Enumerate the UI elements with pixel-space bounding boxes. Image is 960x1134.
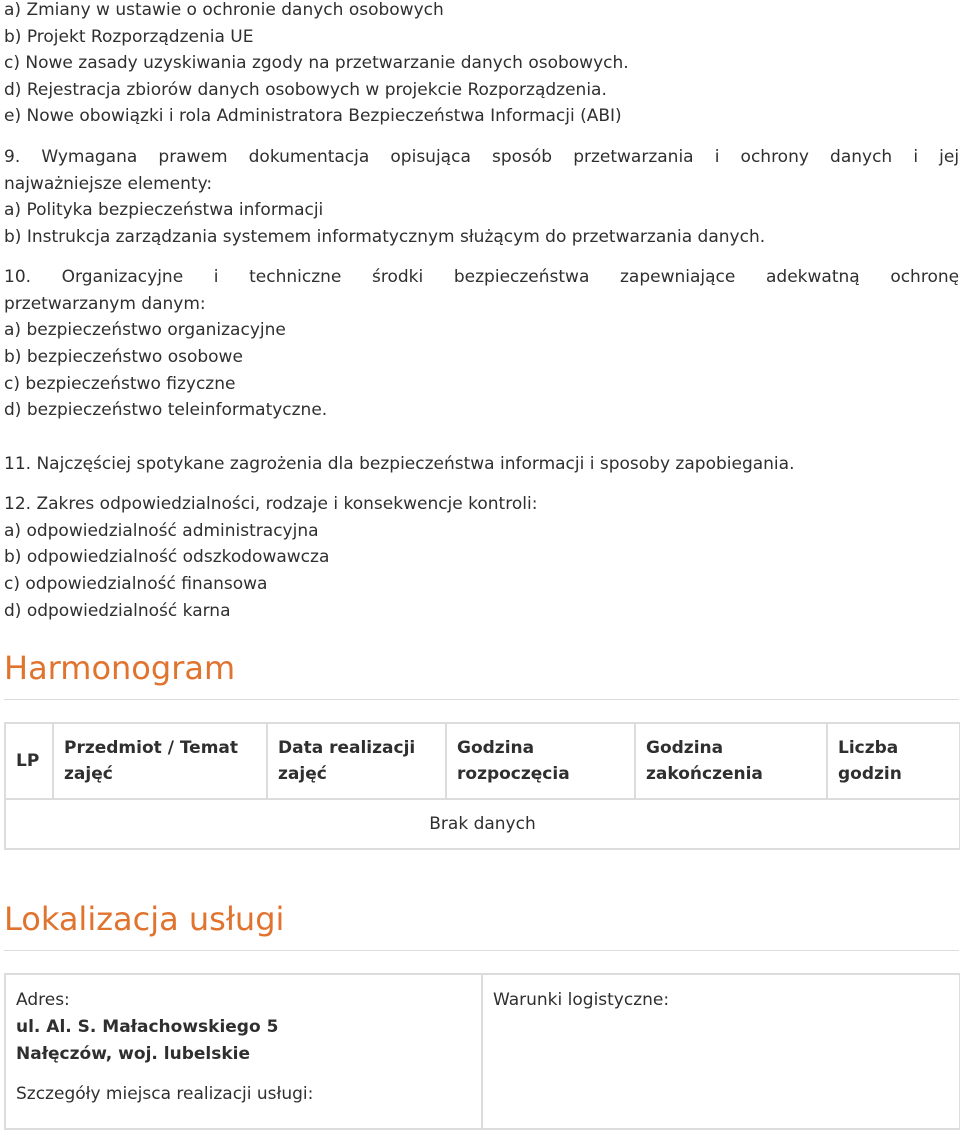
col-header-end-time: Godzina zakończenia (635, 723, 827, 799)
intro-item-c: c) Nowe zasady uzyskiwania zgody na przetwarzanie danych osobowych. (4, 53, 629, 73)
lokalizacja-divider (4, 950, 959, 951)
item10-b: b) bezpieczeństwo osobowe (4, 347, 243, 367)
intro-item-a: a) Zmiany w ustawie o ochronie danych osobowych (4, 0, 444, 20)
item9-heading-line2: najważniejsze elementy: (4, 174, 213, 194)
address-line1: ul. Al. S. Małachowskiego 5 (16, 1017, 279, 1037)
col-header-date: Data realizacji zajęć (267, 723, 446, 799)
harmonogram-header-row (5, 723, 960, 799)
item11: 11. Najczęściej spotykane zagrożenia dla bezpieczeństwa informacji i sposoby zapobiegania. (4, 454, 795, 474)
empty-state: Brak danych (5, 799, 960, 849)
col-header-lp: LP (5, 723, 53, 799)
location-table (4, 973, 960, 1130)
item9-b: b) Instrukcja zarządzania systemem informatycznym służącym do przetwarzania danych. (4, 227, 766, 247)
table-row (5, 799, 960, 849)
lokalizacja-title: Lokalizacja usługi (4, 900, 285, 938)
intro-item-b: b) Projekt Rozporządzenia UE (4, 27, 254, 47)
item12-c: c) odpowiedzialność finansowa (4, 574, 268, 594)
logistics-cell (482, 974, 960, 1129)
details-label: Szczegóły miejsca realizacji usługi: (16, 1084, 314, 1104)
col-header-subject: Przedmiot / Temat zajęć (53, 723, 267, 799)
logistics-label: Warunki logistyczne: (493, 990, 670, 1010)
address-line2: Nałęczów, woj. lubelskie (16, 1044, 251, 1064)
address-label: Adres: (16, 990, 70, 1010)
item10-d: d) bezpieczeństwo teleinformatyczne. (4, 400, 328, 420)
item12-b: b) odpowiedzialność odszkodowawcza (4, 547, 330, 567)
col-header-start-time: Godzina rozpoczęcia (446, 723, 635, 799)
item10-c: c) bezpieczeństwo fizyczne (4, 374, 236, 394)
intro-item-d: d) Rejestracja zbiorów danych osobowych w projekcie Rozporządzenia. (4, 80, 607, 100)
harmonogram-divider (4, 699, 959, 700)
col-header-hours: Liczba godzin (827, 723, 960, 799)
harmonogram-table (4, 722, 960, 850)
harmonogram-title: Harmonogram (4, 649, 236, 687)
item12-d: d) odpowiedzialność karna (4, 601, 231, 621)
item10-a: a) bezpieczeństwo organizacyjne (4, 320, 286, 340)
intro-item-e: e) Nowe obowiązki i rola Administratora Bezpieczeństwa Informacji (ABI) (4, 106, 622, 126)
item10-heading-line1: 10. Organizacyjne i techniczne środki bezpieczeństwa zapewniające adekwatną ochronę (4, 267, 960, 287)
item9-a: a) Polityka bezpieczeństwa informacji (4, 200, 324, 220)
address-cell (5, 974, 482, 1129)
item9-heading-line1: 9. Wymagana prawem dokumentacja opisująca sposób przetwarzania i ochrony danych i jej (4, 147, 960, 167)
item10-heading-line2: przetwarzanym danym: (4, 294, 206, 314)
item12-title: 12. Zakres odpowiedzialności, rodzaje i konsekwencje kontroli: (4, 494, 538, 514)
item12-a: a) odpowiedzialność administracyjna (4, 521, 319, 541)
